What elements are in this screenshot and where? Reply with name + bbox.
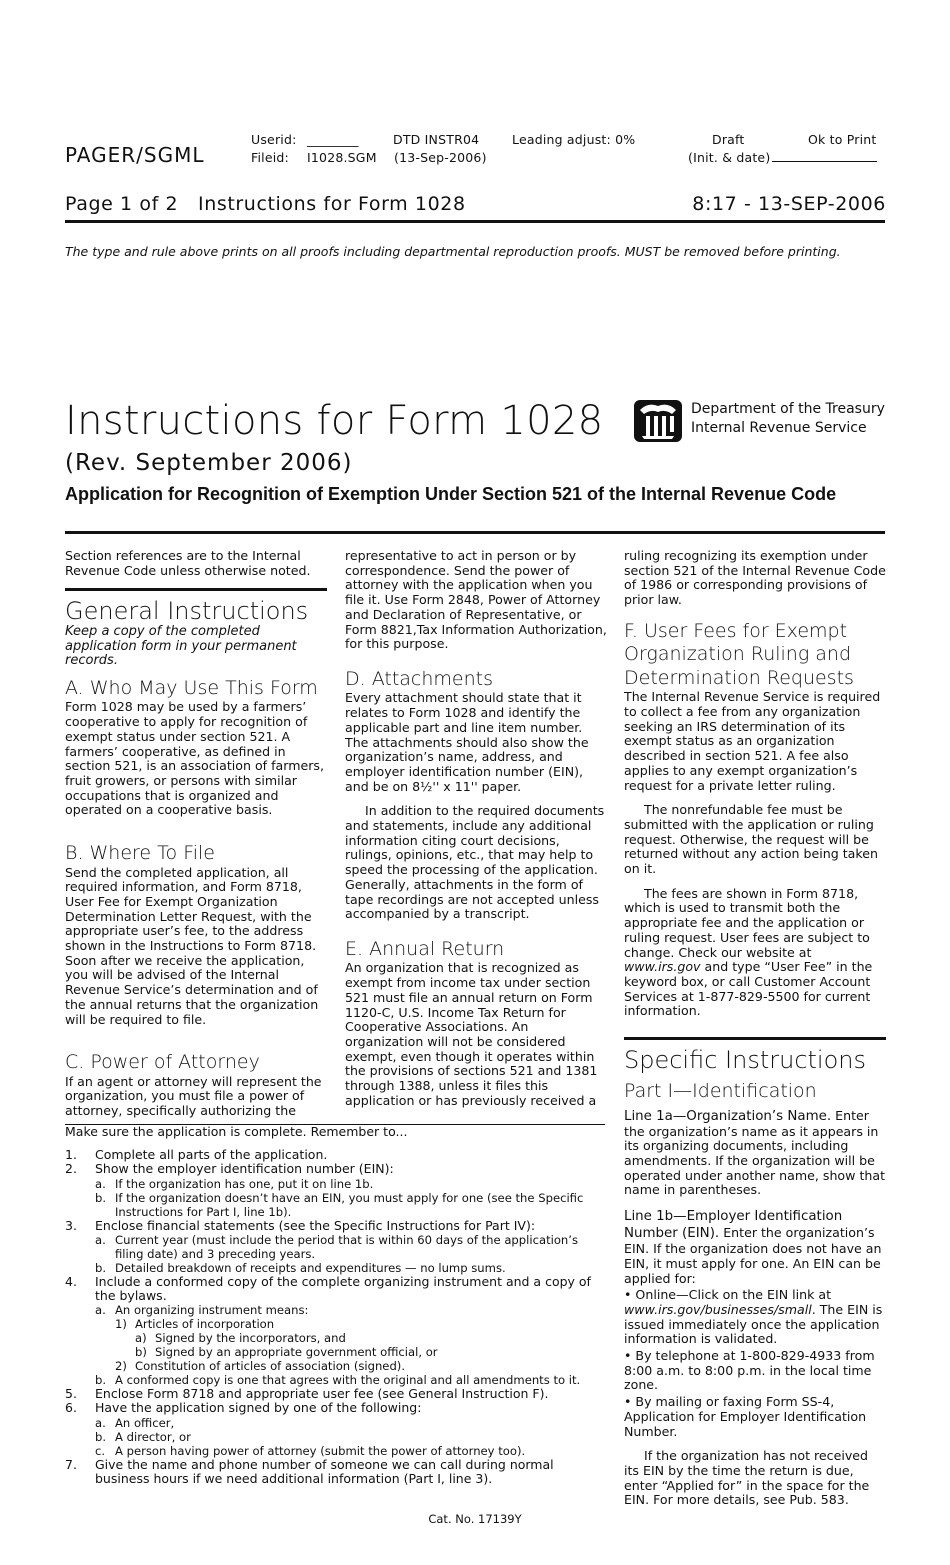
item-text: Current year (must include the period that is within 60 days of the application’s filing date) and 3 preceding years. [115, 1232, 579, 1261]
list-subitem [65, 1430, 605, 1444]
form-subtitle: Application for Recognition of Exemption Under Section 521 of the Internal Revenue Code [65, 484, 837, 504]
item-text: A person having power of attorney (submit the power of attorney too). [115, 1443, 526, 1458]
item-number: 1) [115, 1317, 127, 1332]
agency-irs: Internal Revenue Service [691, 420, 867, 436]
general-instructions-note: Keep a copy of the completed application form in your permanent records. [65, 624, 297, 669]
list-subitem [65, 1261, 605, 1275]
line-1b-label: Line 1b—Employer Identification Number (EIN). [624, 1209, 843, 1242]
item-number: a. [95, 1232, 106, 1247]
item-number: 7. [65, 1456, 77, 1472]
item-text: Include a conformed copy of the complete organizing instrument and a copy of the bylaws. [95, 1273, 591, 1304]
completeness-checklist [65, 1125, 605, 1486]
line-1a-body: Enter the organization’s name as it appears in its organizing documents, including amendments. If the organization will be operated under another name, show that name in parentheses. [624, 1107, 886, 1198]
section-c-text: If an agent or attorney will represent the organization, you must file a power of attorney, specifically authorizing the [65, 1073, 322, 1119]
list-item [65, 1275, 605, 1303]
item-text: Signed by an appropriate government official, or [155, 1345, 438, 1360]
ein-link[interactable]: www.irs.gov/businesses/small [624, 1301, 812, 1317]
userid-label: Userid: [251, 132, 297, 147]
list-subitem [65, 1416, 605, 1430]
line-1a-label: Line 1a—Organization’s Name. [624, 1108, 832, 1124]
column-3 [624, 549, 886, 1518]
part-1-heading: Part I—Identification [624, 1080, 817, 1103]
item-text: Constitution of articles of association (signed). [135, 1359, 406, 1374]
spacer [65, 1037, 327, 1051]
list-subitem [65, 1444, 605, 1458]
section-a-heading: A. Who May Use This Form [65, 676, 318, 699]
section-c-continued: representative to act in person or by correspondence. Send the power of attorney with the application when you file it. Use Form 2848, Power of Attorney and Declaration of Representative, or Form 8821,Tax Information Authorization, for this purpose. [345, 548, 607, 652]
ein-bullet-online [624, 1288, 886, 1347]
section-a-text: Form 1028 may be used by a farmers’ cooperative to apply for recognition of exempt status under section 521. A farmers’ cooperative, as defined in section 521, is an association of farmers, fruit growers, or persons with similar occupations that is organized and operated on a cooperative basis. [65, 699, 324, 818]
item-number: c. [95, 1443, 106, 1458]
section-f-heading: F. User Fees for Exempt Organization Ruling and Determination Requests [624, 619, 854, 689]
line-1b-body: Enter the organization’s EIN. If the organization does not have an EIN, it must apply for one. An EIN can be applied for: [624, 1225, 882, 1286]
leading-adjust: Leading adjust: 0% [512, 132, 636, 147]
item-number: 5. [65, 1386, 77, 1402]
fileid-value: I1028.SGM [307, 150, 377, 165]
fee-text-end: and type “User Fee” in the keyword box, or call Customer Account Services at 1-877-829-5500 for current information. [624, 959, 873, 1019]
proof-note: The type and rule above prints on all proofs including departmental reproduction proofs. MUST be removed before printing. [65, 244, 841, 259]
page-number: Page 1 of 2 [65, 193, 179, 215]
item-text: Show the employer identification number (EIN): [95, 1161, 394, 1177]
item-text: If the organization doesn’t have an EIN, you must apply for one (see the Specific Instructions for Part I, line 1b). [115, 1190, 584, 1219]
item-number: b. [95, 1429, 107, 1444]
proof-doc-title: Instructions for Form 1028 [198, 193, 466, 215]
checklist-intro: Make sure the application is complete. Remember to... [65, 1124, 408, 1139]
bullet-text: • Online—Click on the EIN link at [624, 1287, 832, 1303]
item-text: Articles of incorporation [135, 1317, 275, 1332]
proof-date: (13-Sep-2006) [394, 150, 487, 165]
item-number: b. [95, 1260, 107, 1275]
list-item [65, 1162, 605, 1176]
page-title: Instructions for Form 1028 [65, 398, 604, 444]
section-e-text: An organization that is recognized as exempt from income tax under section 521 must file an annual return on Form 1120-C, U.S. Income Tax Return for Cooperative Associations. An organization will not be considered exempt, even though it operates within the provisions of sections 521 and 1381 through 1388, unless it files this application or has previously received a [345, 960, 598, 1108]
item-text: Complete all parts of the application. [95, 1147, 328, 1163]
list-item [65, 1458, 605, 1486]
list-subitem [65, 1233, 605, 1261]
item-number: a. [95, 1176, 106, 1191]
section-b-text: Send the completed application, all required information, and Form 8718, User Fee for Exempt Organization Determination Letter Request, with the appropriate user’s fee, to the address shown in the Instructions to Form 8718. Soon after we receive the application, you will be advised of the Internal Revenue Service’s determination and of the annual returns that the organization will be required to file. [65, 864, 319, 1027]
list-subitem [65, 1317, 605, 1331]
item-number: 2. [65, 1161, 77, 1177]
dtd-label: DTD INSTR04 [393, 132, 480, 147]
signature-line [772, 161, 877, 162]
item-number: b. [95, 1373, 107, 1388]
agency-department: Department of the Treasury [691, 401, 885, 417]
proof-timestamp: 8:17 - 13-SEP-2006 [692, 193, 886, 215]
section-d-text-2: In addition to the required documents and statements, include any additional information citing court decisions, rulings, opinions, etc., that may help to speed the processing of the application. Generally, attachments in the form of tape recordings are not accepted unless accompanied by a transcript. [345, 803, 605, 922]
list-subitem [65, 1303, 605, 1317]
item-text: Give the name and phone number of someone we can call during normal business hours if we need additional information (Part I, line 3). [95, 1456, 554, 1486]
general-instructions-heading: General Instructions [65, 597, 309, 626]
irs-eagle-emblem-icon [632, 398, 684, 444]
line-1b-text [624, 1208, 886, 1286]
section-d-heading: D. Attachments [345, 667, 493, 690]
irs-website-link[interactable]: www.irs.gov [624, 959, 701, 975]
section-references: Section references are to the Internal Revenue Code unless otherwise noted. [65, 548, 311, 578]
section-d-text-1: Every attachment should state that it relates to Form 1028 and identify the applicable part and line item number. The attachments should also show the organization’s name, address, and employer identification number (EIN), and be on 8½'' x 11'' paper. [345, 690, 589, 794]
ok-to-print-label: Ok to Print [808, 132, 877, 147]
section-b-heading: B. Where To File [65, 842, 215, 865]
line-1a-text [624, 1108, 886, 1199]
item-text: A director, or [115, 1429, 191, 1444]
list-subitem [65, 1373, 605, 1387]
list-subitem [65, 1191, 605, 1219]
spacer [624, 1029, 886, 1037]
spacer [65, 828, 327, 842]
userid-value: ________ [307, 132, 359, 147]
item-text: If the organization has one, put it on line 1b. [115, 1176, 374, 1191]
general-rule [65, 588, 327, 591]
specific-instructions-heading: Specific Instructions [624, 1046, 866, 1075]
item-number: a. [95, 1415, 106, 1430]
item-number: 3. [65, 1217, 77, 1233]
section-f-text-2: The nonrefundable fee must be submitted with the application or ruling request. Otherwise, the request will be returned without any action being taken on it. [624, 802, 878, 877]
proof-rule [65, 220, 885, 223]
list-subitem [65, 1331, 605, 1345]
revision-date: (Rev. September 2006) [65, 450, 353, 476]
list-item [65, 1401, 605, 1415]
item-text: A conformed copy is one that agrees with the original and all amendments to it. [115, 1373, 581, 1388]
fileid-label: Fileid: [251, 150, 289, 165]
init-date-label: (Init. & date) [688, 150, 771, 165]
list-subitem [65, 1359, 605, 1373]
item-text: An organizing instrument means: [115, 1303, 309, 1318]
item-text: Detailed breakdown of receipts and expenditures — no lump sums. [115, 1260, 506, 1275]
specific-rule [624, 1037, 886, 1040]
ein-note: If the organization has not received its EIN by the time the return is due, enter “Applied for” in the space for the EIN. For more details, see Pub. 583. [624, 1448, 870, 1508]
list-item [65, 1219, 605, 1233]
item-number: a) [135, 1331, 147, 1346]
ein-bullet-mail: • By mailing or faxing Form SS-4, Application for Employer Identification Number. [624, 1394, 867, 1439]
list-subitem [65, 1177, 605, 1191]
list-subitem [65, 1345, 605, 1359]
section-f-text-3 [624, 887, 886, 1019]
item-number: 2) [115, 1359, 127, 1374]
catalog-number: Cat. No. 17139Y [428, 1512, 522, 1526]
item-text: Enclose Form 8718 and appropriate user fee (see General Instruction F). [95, 1386, 549, 1402]
bullet-text-end: . The EIN is issued immediately once the application information is validated. [624, 1301, 883, 1347]
item-number: 1. [65, 1147, 77, 1163]
section-e-heading: E. Annual Return [345, 937, 505, 960]
column-2 [345, 549, 607, 1119]
item-number: b. [95, 1190, 107, 1205]
section-f-text-1: The Internal Revenue Service is required to collect a fee from any organization seeking an IRS determination of its exempt status as an organization described in section 521. A fee also applies to any exempt organization’s request for a private letter ruling. [624, 689, 881, 793]
section-e-continued: ruling recognizing its exemption under section 521 of the Internal Revenue Code of 1986 or corresponding provisions of prior law. [624, 548, 886, 608]
item-text: Signed by the incorporators, and [155, 1331, 346, 1346]
ein-bullet-telephone: • By telephone at 1-800-829-4933 from 8:00 a.m. to 8:00 p.m. in the local time zone. [624, 1348, 875, 1393]
draft-label: Draft [712, 132, 745, 147]
item-number: 6. [65, 1400, 77, 1416]
list-item [65, 1148, 605, 1162]
item-number: 4. [65, 1273, 77, 1289]
item-number: a. [95, 1303, 106, 1318]
item-text: Enclose financial statements (see the Specific Instructions for Part IV): [95, 1217, 536, 1233]
item-number: b) [135, 1345, 147, 1360]
list-item [65, 1387, 605, 1401]
item-text: Have the application signed by one of the following: [95, 1400, 422, 1416]
title-rule [65, 531, 885, 534]
fee-text: The fees are shown in Form 8718, which is used to transmit both the appropriate fee and the application or ruling request. User fees are subject to change. Check our website at [624, 885, 870, 960]
section-c-heading: C. Power of Attorney [65, 1051, 260, 1074]
item-text: An officer, [115, 1415, 175, 1430]
column-1 [65, 549, 327, 1129]
pager-label: PAGER/SGML [65, 143, 205, 167]
